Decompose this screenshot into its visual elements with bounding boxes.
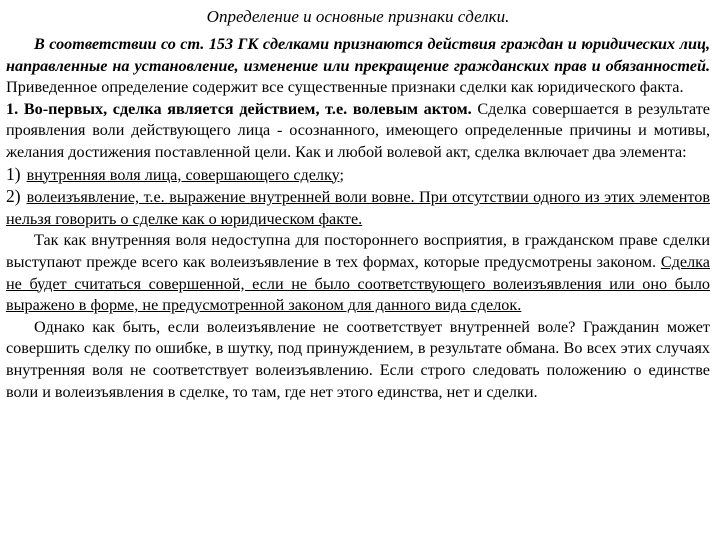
expression-paragraph xyxy=(6,230,710,316)
expression-underlined: Сделка не будет считаться совершенной, если не было соответствующего волеизъявления или оно было выражено в форме, не предусмотренной законом для данного вида сделок. xyxy=(6,252,710,315)
point-one-number: 1. xyxy=(6,99,19,118)
definition-paragraph xyxy=(6,34,710,99)
definition-rest: Приведенное определение содержит все существенные признаки сделки как юридического факта. xyxy=(6,78,684,97)
point-one-heading: Во-первых, сделка является действием, т.е. волевым актом. xyxy=(23,99,472,118)
element-two-item xyxy=(6,186,710,230)
definition-emphasis: В соответствии со ст. 153 ГК сделками признаются действия граждан и юридических лиц, направленные на установление, изменение или прекращение гражданских прав и обязанностей. xyxy=(6,35,710,75)
element-two-text: волеизъявление, т.е. выражение внутренней воли вовне. При отсутствии одного из этих элементов нельзя говорить о сделке как о юридическом факте. xyxy=(6,188,710,228)
point-one-paragraph xyxy=(6,99,710,164)
mismatch-paragraph: Однако как быть, если волеизъявление не соответствует внутренней воле? Гражданин может совершить сделку по ошибке, в шутку, под принуждением, в результате обмана. Во всех этих случаях внутренняя воля не соответствует волеизъявлению. Если строго следовать положению о единстве воли и волеизъявления в сделке, то там, где нет этого единства, нет и сделки. xyxy=(6,317,710,401)
expression-plain: Так как внутренняя воля недоступна для постороннего восприятия, в гражданском праве сделки выступают прежде всего как волеизъявление в тех формах, которые предусмотрены законом. xyxy=(6,231,710,271)
element-two-number: 2) xyxy=(6,186,21,207)
element-one-item xyxy=(6,164,710,187)
element-one-number: 1) xyxy=(6,163,21,184)
document-title: Определение и основные признаки сделки. xyxy=(206,7,510,26)
element-one-text: внутренняя воля лица, совершающего сделку; xyxy=(26,165,345,184)
point-one-text: Сделка совершается в результате проявления воли действующего лица - осознанного, имеющего определенные причины и мотивы, желания достижения поставленной цели. Как и любой волевой акт, сделка включает два элемента: xyxy=(6,99,710,161)
